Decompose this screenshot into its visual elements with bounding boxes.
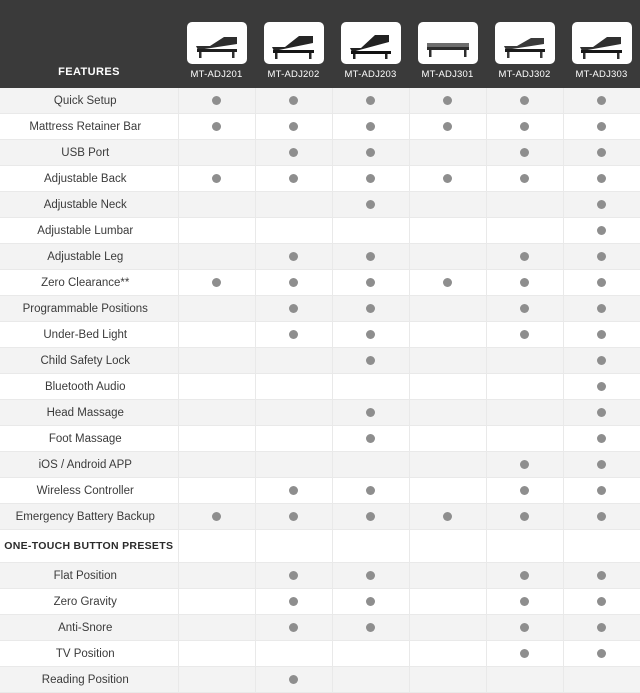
model-column-header-2	[255, 0, 332, 88]
feature-availability-cell	[332, 192, 409, 218]
table-row	[0, 270, 640, 296]
model-label: MT-ADJ302	[498, 69, 551, 80]
feature-availability-cell	[486, 322, 563, 348]
section-heading-row	[0, 530, 640, 563]
available-dot-icon	[597, 356, 606, 365]
feature-availability-cell	[486, 140, 563, 166]
feature-availability-cell	[332, 166, 409, 192]
available-dot-icon	[366, 356, 375, 365]
available-dot-icon	[597, 382, 606, 391]
feature-availability-cell	[332, 296, 409, 322]
feature-availability-cell	[178, 270, 255, 296]
feature-availability-cell	[409, 166, 486, 192]
adjustable-bed-base-icon	[572, 22, 632, 64]
table-row	[0, 400, 640, 426]
section-spacer-cell	[486, 530, 563, 563]
feature-label: Child Safety Lock	[0, 348, 178, 374]
feature-availability-cell	[255, 192, 332, 218]
feature-availability-cell	[486, 192, 563, 218]
feature-availability-cell	[563, 426, 640, 452]
feature-label: Flat Position	[0, 563, 178, 589]
available-dot-icon	[597, 304, 606, 313]
available-dot-icon	[597, 571, 606, 580]
feature-availability-cell	[486, 166, 563, 192]
feature-availability-cell	[332, 504, 409, 530]
available-dot-icon	[520, 304, 529, 313]
available-dot-icon	[212, 174, 221, 183]
available-dot-icon	[366, 330, 375, 339]
available-dot-icon	[366, 122, 375, 131]
available-dot-icon	[520, 252, 529, 261]
feature-availability-cell	[178, 426, 255, 452]
table-row	[0, 114, 640, 140]
feature-availability-cell	[178, 88, 255, 114]
available-dot-icon	[597, 408, 606, 417]
available-dot-icon	[289, 122, 298, 131]
feature-availability-cell	[563, 452, 640, 478]
available-dot-icon	[520, 486, 529, 495]
feature-availability-cell	[486, 296, 563, 322]
feature-availability-cell	[178, 114, 255, 140]
feature-availability-cell	[563, 88, 640, 114]
feature-label: Programmable Positions	[0, 296, 178, 322]
available-dot-icon	[597, 623, 606, 632]
model-label: MT-ADJ303	[575, 69, 628, 80]
available-dot-icon	[520, 148, 529, 157]
feature-availability-cell	[255, 270, 332, 296]
available-dot-icon	[520, 649, 529, 658]
feature-label: Adjustable Neck	[0, 192, 178, 218]
available-dot-icon	[520, 174, 529, 183]
available-dot-icon	[289, 252, 298, 261]
feature-availability-cell	[332, 88, 409, 114]
feature-availability-cell	[563, 114, 640, 140]
model-label: MT-ADJ203	[344, 69, 397, 80]
feature-availability-cell	[409, 452, 486, 478]
feature-label: Wireless Controller	[0, 478, 178, 504]
table-row	[0, 504, 640, 530]
available-dot-icon	[289, 512, 298, 521]
feature-label: Adjustable Lumbar	[0, 218, 178, 244]
feature-availability-cell	[563, 140, 640, 166]
available-dot-icon	[443, 512, 452, 521]
available-dot-icon	[366, 148, 375, 157]
feature-label: Emergency Battery Backup	[0, 504, 178, 530]
table-row	[0, 667, 640, 693]
feature-label: iOS / Android APP	[0, 452, 178, 478]
available-dot-icon	[597, 486, 606, 495]
feature-availability-cell	[178, 641, 255, 667]
table-row	[0, 322, 640, 348]
model-column-header-5	[486, 0, 563, 88]
table-row	[0, 641, 640, 667]
available-dot-icon	[366, 278, 375, 287]
feature-availability-cell	[486, 478, 563, 504]
model-column-header-3	[332, 0, 409, 88]
available-dot-icon	[289, 304, 298, 313]
feature-label: Under-Bed Light	[0, 322, 178, 348]
feature-availability-cell	[332, 452, 409, 478]
adjustable-bed-base-icon	[264, 22, 324, 64]
available-dot-icon	[597, 122, 606, 131]
section-title: ONE-TOUCH BUTTON PRESETS	[0, 530, 178, 563]
feature-availability-cell	[563, 296, 640, 322]
feature-availability-cell	[332, 348, 409, 374]
feature-availability-cell	[409, 244, 486, 270]
available-dot-icon	[366, 408, 375, 417]
table-row	[0, 452, 640, 478]
feature-availability-cell	[332, 667, 409, 693]
available-dot-icon	[597, 226, 606, 235]
header-row	[0, 0, 640, 88]
available-dot-icon	[520, 278, 529, 287]
feature-label: Quick Setup	[0, 88, 178, 114]
model-column-header-4	[409, 0, 486, 88]
table-row	[0, 192, 640, 218]
feature-label: Adjustable Back	[0, 166, 178, 192]
feature-availability-cell	[409, 563, 486, 589]
feature-availability-cell	[563, 641, 640, 667]
feature-label: Reading Position	[0, 667, 178, 693]
feature-availability-cell	[486, 667, 563, 693]
feature-availability-cell	[178, 218, 255, 244]
feature-availability-cell	[178, 400, 255, 426]
available-dot-icon	[366, 623, 375, 632]
model-column-header-6	[563, 0, 640, 88]
model-column-header-1	[178, 0, 255, 88]
feature-availability-cell	[255, 114, 332, 140]
model-label: MT-ADJ301	[421, 69, 474, 80]
feature-label: Anti-Snore	[0, 615, 178, 641]
feature-availability-cell	[255, 641, 332, 667]
feature-availability-cell	[178, 374, 255, 400]
feature-availability-cell	[563, 218, 640, 244]
table-row	[0, 166, 640, 192]
feature-availability-cell	[486, 114, 563, 140]
available-dot-icon	[520, 460, 529, 469]
table-row	[0, 563, 640, 589]
feature-availability-cell	[563, 563, 640, 589]
feature-availability-cell	[332, 114, 409, 140]
available-dot-icon	[366, 174, 375, 183]
feature-availability-cell	[332, 244, 409, 270]
feature-availability-cell	[255, 166, 332, 192]
available-dot-icon	[597, 649, 606, 658]
feature-availability-cell	[332, 270, 409, 296]
feature-availability-cell	[255, 244, 332, 270]
feature-availability-cell	[409, 270, 486, 296]
available-dot-icon	[366, 96, 375, 105]
feature-availability-cell	[409, 88, 486, 114]
feature-availability-cell	[563, 270, 640, 296]
model-label: MT-ADJ202	[267, 69, 320, 80]
table-row	[0, 88, 640, 114]
features-column-header: FEATURES	[0, 0, 178, 88]
available-dot-icon	[366, 512, 375, 521]
feature-availability-cell	[486, 270, 563, 296]
model-label: MT-ADJ201	[190, 69, 243, 80]
feature-availability-cell	[563, 244, 640, 270]
feature-availability-cell	[409, 296, 486, 322]
available-dot-icon	[597, 278, 606, 287]
feature-availability-cell	[255, 322, 332, 348]
feature-availability-cell	[332, 641, 409, 667]
feature-availability-cell	[409, 641, 486, 667]
available-dot-icon	[212, 278, 221, 287]
feature-availability-cell	[332, 218, 409, 244]
feature-availability-cell	[409, 589, 486, 615]
feature-availability-cell	[255, 504, 332, 530]
available-dot-icon	[289, 486, 298, 495]
feature-availability-cell	[332, 563, 409, 589]
feature-availability-cell	[563, 166, 640, 192]
available-dot-icon	[289, 174, 298, 183]
feature-availability-cell	[409, 504, 486, 530]
feature-availability-cell	[178, 244, 255, 270]
feature-availability-cell	[332, 400, 409, 426]
feature-availability-cell	[255, 140, 332, 166]
adjustable-bed-base-icon	[495, 22, 555, 64]
feature-availability-cell	[332, 322, 409, 348]
feature-availability-cell	[178, 589, 255, 615]
feature-label: Zero Clearance**	[0, 270, 178, 296]
table-row	[0, 140, 640, 166]
available-dot-icon	[289, 148, 298, 157]
available-dot-icon	[597, 434, 606, 443]
feature-availability-cell	[178, 322, 255, 348]
available-dot-icon	[366, 200, 375, 209]
feature-availability-cell	[178, 296, 255, 322]
feature-label: USB Port	[0, 140, 178, 166]
section-spacer-cell	[255, 530, 332, 563]
section-spacer-cell	[409, 530, 486, 563]
feature-availability-cell	[563, 589, 640, 615]
feature-availability-cell	[409, 426, 486, 452]
available-dot-icon	[520, 330, 529, 339]
table-row	[0, 589, 640, 615]
available-dot-icon	[597, 96, 606, 105]
table-header	[0, 0, 640, 88]
feature-availability-cell	[563, 192, 640, 218]
feature-availability-cell	[255, 452, 332, 478]
table-body	[0, 88, 640, 693]
available-dot-icon	[366, 434, 375, 443]
available-dot-icon	[289, 623, 298, 632]
feature-availability-cell	[563, 615, 640, 641]
feature-label: Adjustable Leg	[0, 244, 178, 270]
available-dot-icon	[597, 512, 606, 521]
feature-availability-cell	[486, 563, 563, 589]
feature-availability-cell	[409, 192, 486, 218]
available-dot-icon	[366, 486, 375, 495]
available-dot-icon	[520, 597, 529, 606]
feature-availability-cell	[563, 322, 640, 348]
available-dot-icon	[520, 623, 529, 632]
feature-availability-cell	[255, 615, 332, 641]
feature-availability-cell	[486, 400, 563, 426]
feature-availability-cell	[486, 374, 563, 400]
feature-availability-cell	[178, 452, 255, 478]
available-dot-icon	[289, 96, 298, 105]
feature-label: Bluetooth Audio	[0, 374, 178, 400]
feature-availability-cell	[409, 478, 486, 504]
feature-availability-cell	[409, 374, 486, 400]
feature-availability-cell	[255, 589, 332, 615]
feature-availability-cell	[486, 88, 563, 114]
available-dot-icon	[443, 122, 452, 131]
feature-availability-cell	[409, 667, 486, 693]
available-dot-icon	[443, 278, 452, 287]
feature-availability-cell	[332, 615, 409, 641]
feature-availability-cell	[486, 589, 563, 615]
available-dot-icon	[520, 96, 529, 105]
section-spacer-cell	[332, 530, 409, 563]
feature-availability-cell	[486, 218, 563, 244]
available-dot-icon	[212, 512, 221, 521]
feature-availability-cell	[486, 426, 563, 452]
feature-label: Zero Gravity	[0, 589, 178, 615]
available-dot-icon	[366, 304, 375, 313]
table-row	[0, 244, 640, 270]
feature-availability-cell	[409, 140, 486, 166]
feature-availability-cell	[332, 140, 409, 166]
available-dot-icon	[289, 675, 298, 684]
table-row	[0, 426, 640, 452]
available-dot-icon	[520, 571, 529, 580]
feature-availability-cell	[409, 322, 486, 348]
available-dot-icon	[597, 252, 606, 261]
adjustable-bed-base-icon	[418, 22, 478, 64]
available-dot-icon	[520, 512, 529, 521]
adjustable-bed-base-icon	[187, 22, 247, 64]
available-dot-icon	[289, 597, 298, 606]
section-spacer-cell	[178, 530, 255, 563]
available-dot-icon	[597, 597, 606, 606]
feature-label: Head Massage	[0, 400, 178, 426]
available-dot-icon	[597, 174, 606, 183]
feature-availability-cell	[178, 504, 255, 530]
feature-availability-cell	[332, 426, 409, 452]
feature-availability-cell	[178, 348, 255, 374]
feature-availability-cell	[409, 400, 486, 426]
feature-availability-cell	[255, 218, 332, 244]
feature-availability-cell	[255, 348, 332, 374]
feature-availability-cell	[563, 504, 640, 530]
feature-availability-cell	[255, 88, 332, 114]
feature-availability-cell	[563, 400, 640, 426]
feature-availability-cell	[255, 374, 332, 400]
feature-availability-cell	[332, 478, 409, 504]
feature-availability-cell	[486, 615, 563, 641]
table-row	[0, 374, 640, 400]
feature-availability-cell	[178, 615, 255, 641]
feature-availability-cell	[178, 166, 255, 192]
feature-availability-cell	[486, 504, 563, 530]
feature-availability-cell	[255, 296, 332, 322]
available-dot-icon	[597, 330, 606, 339]
table-row	[0, 348, 640, 374]
feature-availability-cell	[409, 114, 486, 140]
available-dot-icon	[212, 122, 221, 131]
feature-availability-cell	[178, 192, 255, 218]
feature-availability-cell	[178, 478, 255, 504]
feature-availability-cell	[332, 589, 409, 615]
available-dot-icon	[289, 330, 298, 339]
available-dot-icon	[289, 571, 298, 580]
feature-availability-cell	[255, 426, 332, 452]
available-dot-icon	[597, 148, 606, 157]
available-dot-icon	[443, 96, 452, 105]
feature-availability-cell	[255, 400, 332, 426]
available-dot-icon	[597, 200, 606, 209]
available-dot-icon	[366, 252, 375, 261]
table-row	[0, 478, 640, 504]
feature-availability-cell	[178, 563, 255, 589]
feature-availability-cell	[255, 667, 332, 693]
available-dot-icon	[366, 597, 375, 606]
section-spacer-cell	[563, 530, 640, 563]
feature-availability-cell	[486, 641, 563, 667]
available-dot-icon	[443, 174, 452, 183]
feature-label: Mattress Retainer Bar	[0, 114, 178, 140]
available-dot-icon	[597, 460, 606, 469]
feature-availability-cell	[486, 452, 563, 478]
feature-availability-cell	[563, 478, 640, 504]
feature-availability-cell	[178, 140, 255, 166]
feature-availability-cell	[255, 478, 332, 504]
feature-availability-cell	[486, 348, 563, 374]
table-row	[0, 615, 640, 641]
feature-availability-cell	[409, 218, 486, 244]
feature-availability-cell	[563, 374, 640, 400]
feature-label: Foot Massage	[0, 426, 178, 452]
available-dot-icon	[520, 122, 529, 131]
feature-availability-cell	[255, 563, 332, 589]
feature-availability-cell	[332, 374, 409, 400]
adjustable-bed-base-icon	[341, 22, 401, 64]
feature-availability-cell	[178, 667, 255, 693]
table-row	[0, 296, 640, 322]
feature-label: TV Position	[0, 641, 178, 667]
available-dot-icon	[212, 96, 221, 105]
feature-availability-cell	[563, 348, 640, 374]
feature-availability-cell	[409, 348, 486, 374]
feature-availability-cell	[486, 244, 563, 270]
table-row	[0, 218, 640, 244]
feature-availability-cell	[409, 615, 486, 641]
feature-availability-cell	[563, 667, 640, 693]
available-dot-icon	[366, 571, 375, 580]
available-dot-icon	[289, 278, 298, 287]
